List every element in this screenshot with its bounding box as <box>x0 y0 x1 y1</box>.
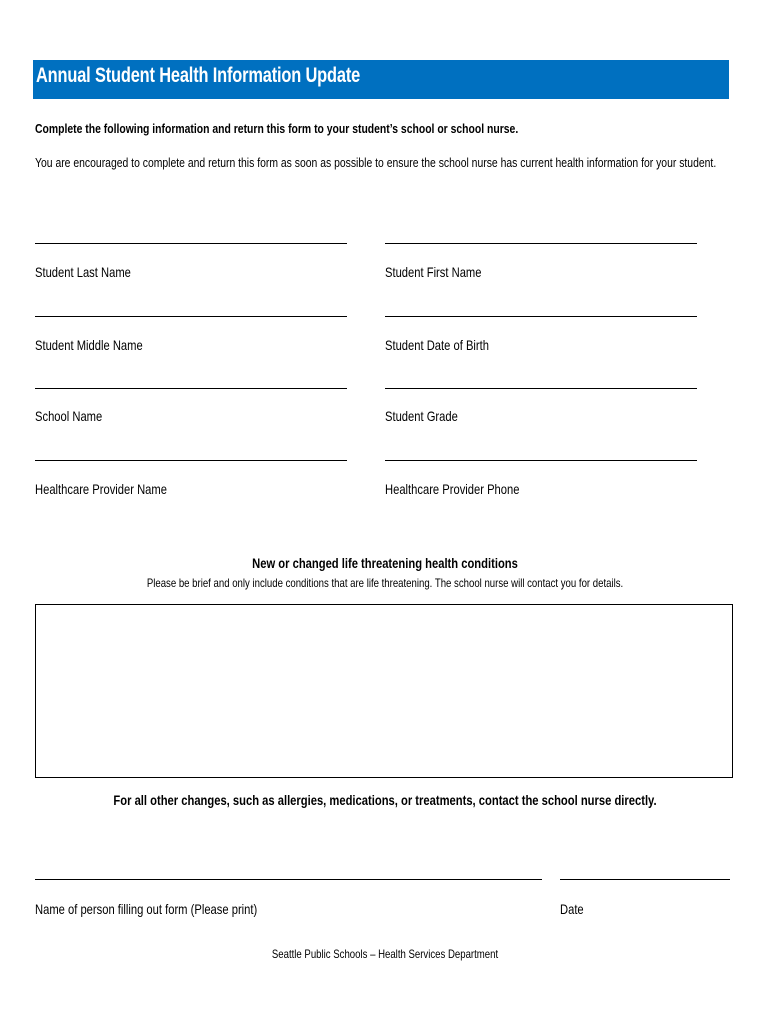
provider-name-field[interactable] <box>35 460 347 461</box>
conditions-subtitle: Please be brief and only include conditions that are life threatening. The school nurse will contact you for details. <box>146 576 624 590</box>
other-changes-note: For all other changes, such as allergies, medications, or treatments, contact the school nurse directly. <box>113 792 657 808</box>
instructions-bold: Complete the following information and return this form to your student’s school or school nurse. <box>35 121 519 136</box>
title-bar <box>33 60 729 99</box>
student-grade-label: Student Grade <box>385 408 458 424</box>
filler-name-field[interactable] <box>35 879 542 880</box>
student-dob-field[interactable] <box>385 316 697 317</box>
provider-phone-label: Healthcare Provider Phone <box>385 481 520 497</box>
filler-name-label: Name of person filling out form (Please print) <box>35 901 258 917</box>
date-label: Date <box>560 901 584 917</box>
student-last-name-field[interactable] <box>35 243 347 244</box>
student-first-name-label: Student First Name <box>385 264 482 280</box>
school-name-label: School Name <box>35 408 103 424</box>
footer-text: Seattle Public Schools – Health Services Department <box>271 947 499 961</box>
student-dob-label: Student Date of Birth <box>385 337 489 353</box>
conditions-textarea[interactable] <box>35 604 733 778</box>
form-title: Annual Student Health Information Update <box>36 64 361 87</box>
instructions-text: You are encouraged to complete and return this form as soon as possible to ensure the school nurse has current health information for your student. <box>35 155 717 170</box>
student-middle-name-field[interactable] <box>35 316 347 317</box>
student-grade-field[interactable] <box>385 388 697 389</box>
provider-name-label: Healthcare Provider Name <box>35 481 167 497</box>
student-last-name-label: Student Last Name <box>35 264 131 280</box>
date-field[interactable] <box>560 879 730 880</box>
school-name-field[interactable] <box>35 388 347 389</box>
student-middle-name-label: Student Middle Name <box>35 337 143 353</box>
student-first-name-field[interactable] <box>385 243 697 244</box>
conditions-title: New or changed life threatening health conditions <box>252 555 518 571</box>
provider-phone-field[interactable] <box>385 460 697 461</box>
